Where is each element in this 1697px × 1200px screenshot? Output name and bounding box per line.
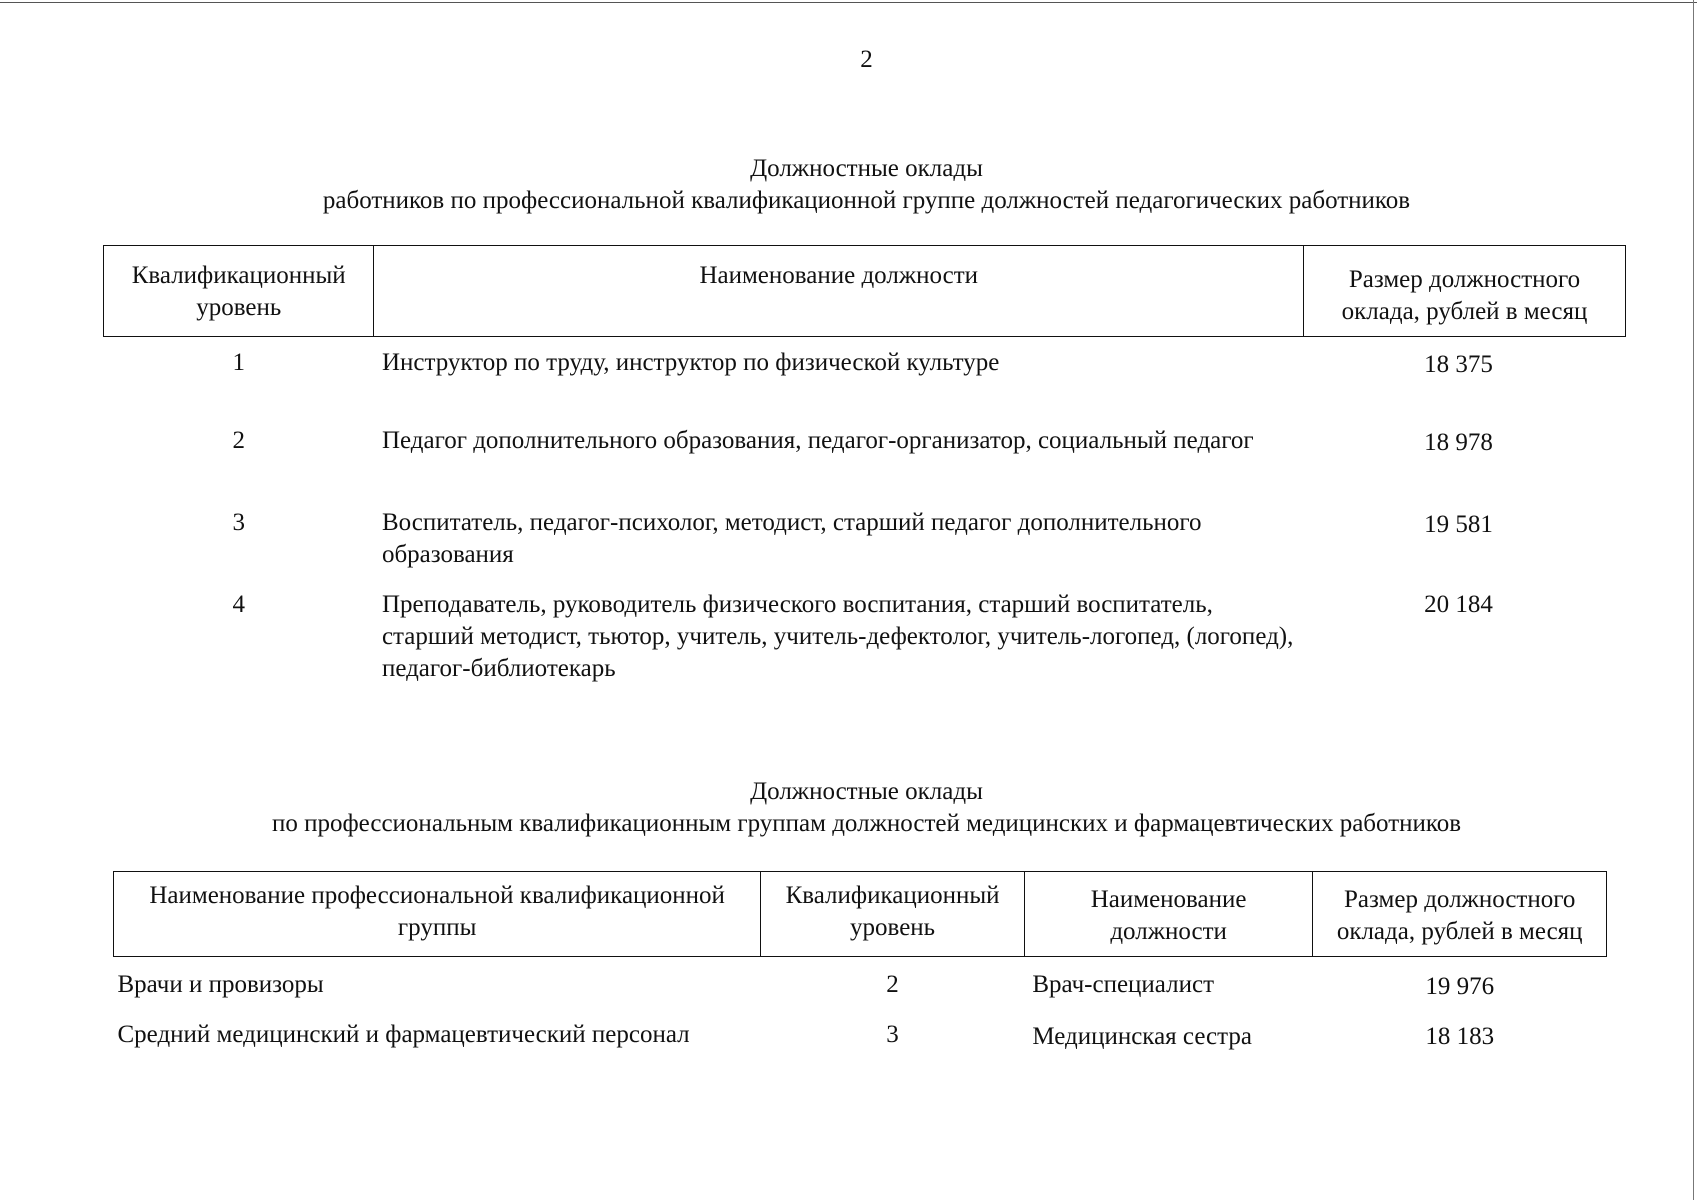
header-salary: Размер должностного оклада, рублей в месяц bbox=[1304, 246, 1626, 337]
table-header-row bbox=[104, 246, 1626, 337]
page-number: 2 bbox=[860, 46, 873, 73]
row-level: 4 bbox=[232, 591, 245, 618]
row-salary: 18 183 bbox=[1425, 1023, 1495, 1050]
row-salary: 19 581 bbox=[1424, 511, 1493, 538]
row-group: Врачи и провизоры bbox=[117, 971, 324, 998]
table-row bbox=[104, 337, 1626, 422]
medical-salary-table bbox=[113, 871, 1607, 1053]
section1-title-line1: Должностные оклады bbox=[750, 155, 983, 182]
row-position: Воспитатель, педагог-психолог, методист, старший педагог дополнительного образования bbox=[381, 509, 1202, 568]
header-salary: Размер должностного оклада, рублей в месяц bbox=[1313, 872, 1607, 957]
row-position: Преподаватель, руководитель физического воспитания, старший воспитатель, старший методист, тьютор, учитель, учитель-дефектолог, учитель-логопед, (логопед), педагог-библиотекарь bbox=[381, 591, 1294, 682]
row-level: 2 bbox=[232, 427, 245, 454]
row-salary: 19 976 bbox=[1425, 973, 1495, 1000]
row-position: Медицинская сестра bbox=[1032, 1023, 1252, 1050]
row-level: 2 bbox=[886, 971, 899, 998]
row-salary: 20 184 bbox=[1424, 591, 1493, 618]
row-level: 1 bbox=[232, 349, 245, 376]
row-level: 3 bbox=[232, 509, 245, 536]
pedagogical-salary-table bbox=[103, 245, 1626, 685]
table-row bbox=[104, 507, 1626, 589]
section2-title-line1: Должностные оклады bbox=[750, 778, 983, 805]
row-group: Средний медицинский и фармацевтический персонал bbox=[117, 1021, 690, 1048]
page-top-rule bbox=[0, 2, 1697, 3]
table-row bbox=[104, 421, 1626, 507]
section1-title-line2: работников по профессиональной квалификационной группе должностей педагогических работников bbox=[322, 187, 1411, 214]
row-salary: 18 375 bbox=[1424, 351, 1493, 378]
section2-title bbox=[0, 776, 1697, 840]
row-position: Инструктор по труду, инструктор по физической культуре bbox=[381, 349, 1000, 376]
header-qualification-level: Квалификационный уровень bbox=[761, 872, 1025, 957]
table-row bbox=[104, 589, 1626, 685]
section1-title bbox=[0, 153, 1697, 217]
table-row bbox=[114, 957, 1607, 1010]
row-level: 3 bbox=[886, 1021, 899, 1048]
table-row bbox=[114, 1009, 1607, 1053]
row-position: Педагог дополнительного образования, педагог-организатор, социальный педагог bbox=[381, 427, 1254, 454]
row-salary: 18 978 bbox=[1424, 429, 1493, 456]
row-position: Врач-специалист bbox=[1032, 971, 1215, 998]
header-professional-group: Наименование профессиональной квалификационной группы bbox=[114, 872, 761, 957]
table-header-row bbox=[114, 872, 1607, 957]
header-qualification-level: Квалификационный уровень bbox=[104, 246, 374, 337]
header-position-name: Наименование должности bbox=[1024, 872, 1313, 957]
header-position-name: Наименование должности bbox=[374, 246, 1304, 337]
section2-title-line2: по профессиональным квалификационным группам должностей медицинских и фармацевтических работников bbox=[271, 810, 1462, 837]
